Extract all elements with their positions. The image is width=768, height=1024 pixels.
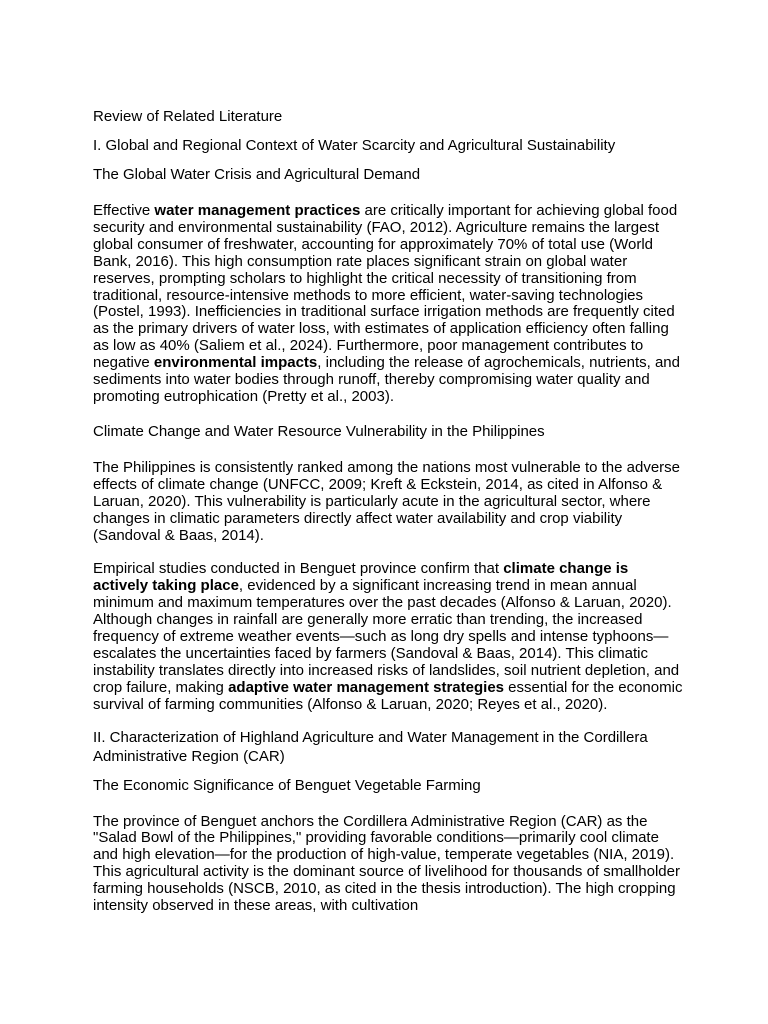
paragraph-benguet-climate (93, 561, 683, 713)
paragraph-text: essential for the economic survival of farming communities (Alfonso & Laruan, 2020; Reyes et al., 2020). (93, 678, 683, 713)
document-page (93, 107, 683, 915)
subsection-2-1-heading: The Economic Significance of Benguet Vegetable Farming (93, 776, 481, 794)
section-2-heading: II. Characterization of Highland Agriculture and Water Management in the Cordillera Administrative Region (CAR) (93, 728, 648, 765)
paragraph-text: are critically important for achieving global food security and environmental sustainability (FAO, 2012). Agriculture remains the largest global consumer of freshwater, accounting for approximately 70% of total use (World Bank, 2016). This high consumption rate places significant strain on global water reserves, prompting scholars to highlight the critical necessity of transitioning from traditional, resource-intensive methods to more efficient, water-saving technologies (Postel, 1993). Inefficiencies in traditional surface irrigation methods are frequently cited as the primary drivers of water loss, with estimates of application efficiency often falling as low as 40% (Saliem et al., 2024). Furthermore, poor management contributes to negative (93, 202, 678, 372)
paragraph-philippines-vulnerability: The Philippines is consistently ranked among the nations most vulnerable to the adverse effects of climate change (UNFCC, 2009; Kreft & Eckstein, 2014, as cited in Alfonso & Laruan, 2020). This vulnerability is particularly acute in the agricultural sector, where changes in climatic parameters directly affect water availability and crop viability (Sandoval & Baas, 2014). (93, 458, 680, 544)
bold-term-adaptive-strategies: adaptive water management strategies (228, 678, 505, 696)
paragraph-text: Empirical studies conducted in Benguet province confirm that (93, 560, 504, 578)
paragraph-benguet-farming: The province of Benguet anchors the Cordillera Administrative Region (CAR) as the "Salad Bowl of the Philippines," providing favorable conditions—primarily cool climate and high elevation—for the production of high-value, temperate vegetables (NIA, 2019). This agricultural activity is the dominant source of livelihood for thousands of smallholder farming households (NSCB, 2010, as cited in the thesis introduction). The high cropping intensity observed in these areas, with cultivation (93, 812, 680, 915)
section-1-heading: I. Global and Regional Context of Water Scarcity and Agricultural Sustainability (93, 137, 616, 154)
paragraph-global-water-crisis (93, 203, 683, 406)
subsection-1-2-heading: Climate Change and Water Resource Vulnerability in the Philippines (93, 422, 545, 440)
paragraph-text: , evidenced by a significant increasing trend in mean annual minimum and maximum temperatures over the past decades (Alfonso & Laruan, 2020). Although changes in rainfall are generally more erratic than trending, the increased frequency of extreme weather events—such as long dry spells and intense typhoons—escalates the uncertainties faced by farmers (Sandoval & Baas, 2014). This climatic instability translates directly into increased risks of landslides, soil nutrient depletion, and crop failure, making (93, 577, 680, 696)
paragraph-text: , including the release of agrochemicals, nutrients, and sediments into water bodies through runoff, thereby compromising water quality and promoting eutrophication (Pretty et al., 2003). (93, 354, 680, 405)
bold-term-climate-change: climate change is actively taking place (93, 560, 629, 595)
document-title: Review of Related Literature (93, 108, 283, 125)
bold-term-water-management-practices: water management practices (154, 202, 361, 219)
paragraph-text: Effective (93, 202, 155, 219)
bold-term-environmental-impacts: environmental impacts (153, 354, 318, 372)
subsection-1-1-heading: The Global Water Crisis and Agricultural Demand (93, 166, 421, 183)
